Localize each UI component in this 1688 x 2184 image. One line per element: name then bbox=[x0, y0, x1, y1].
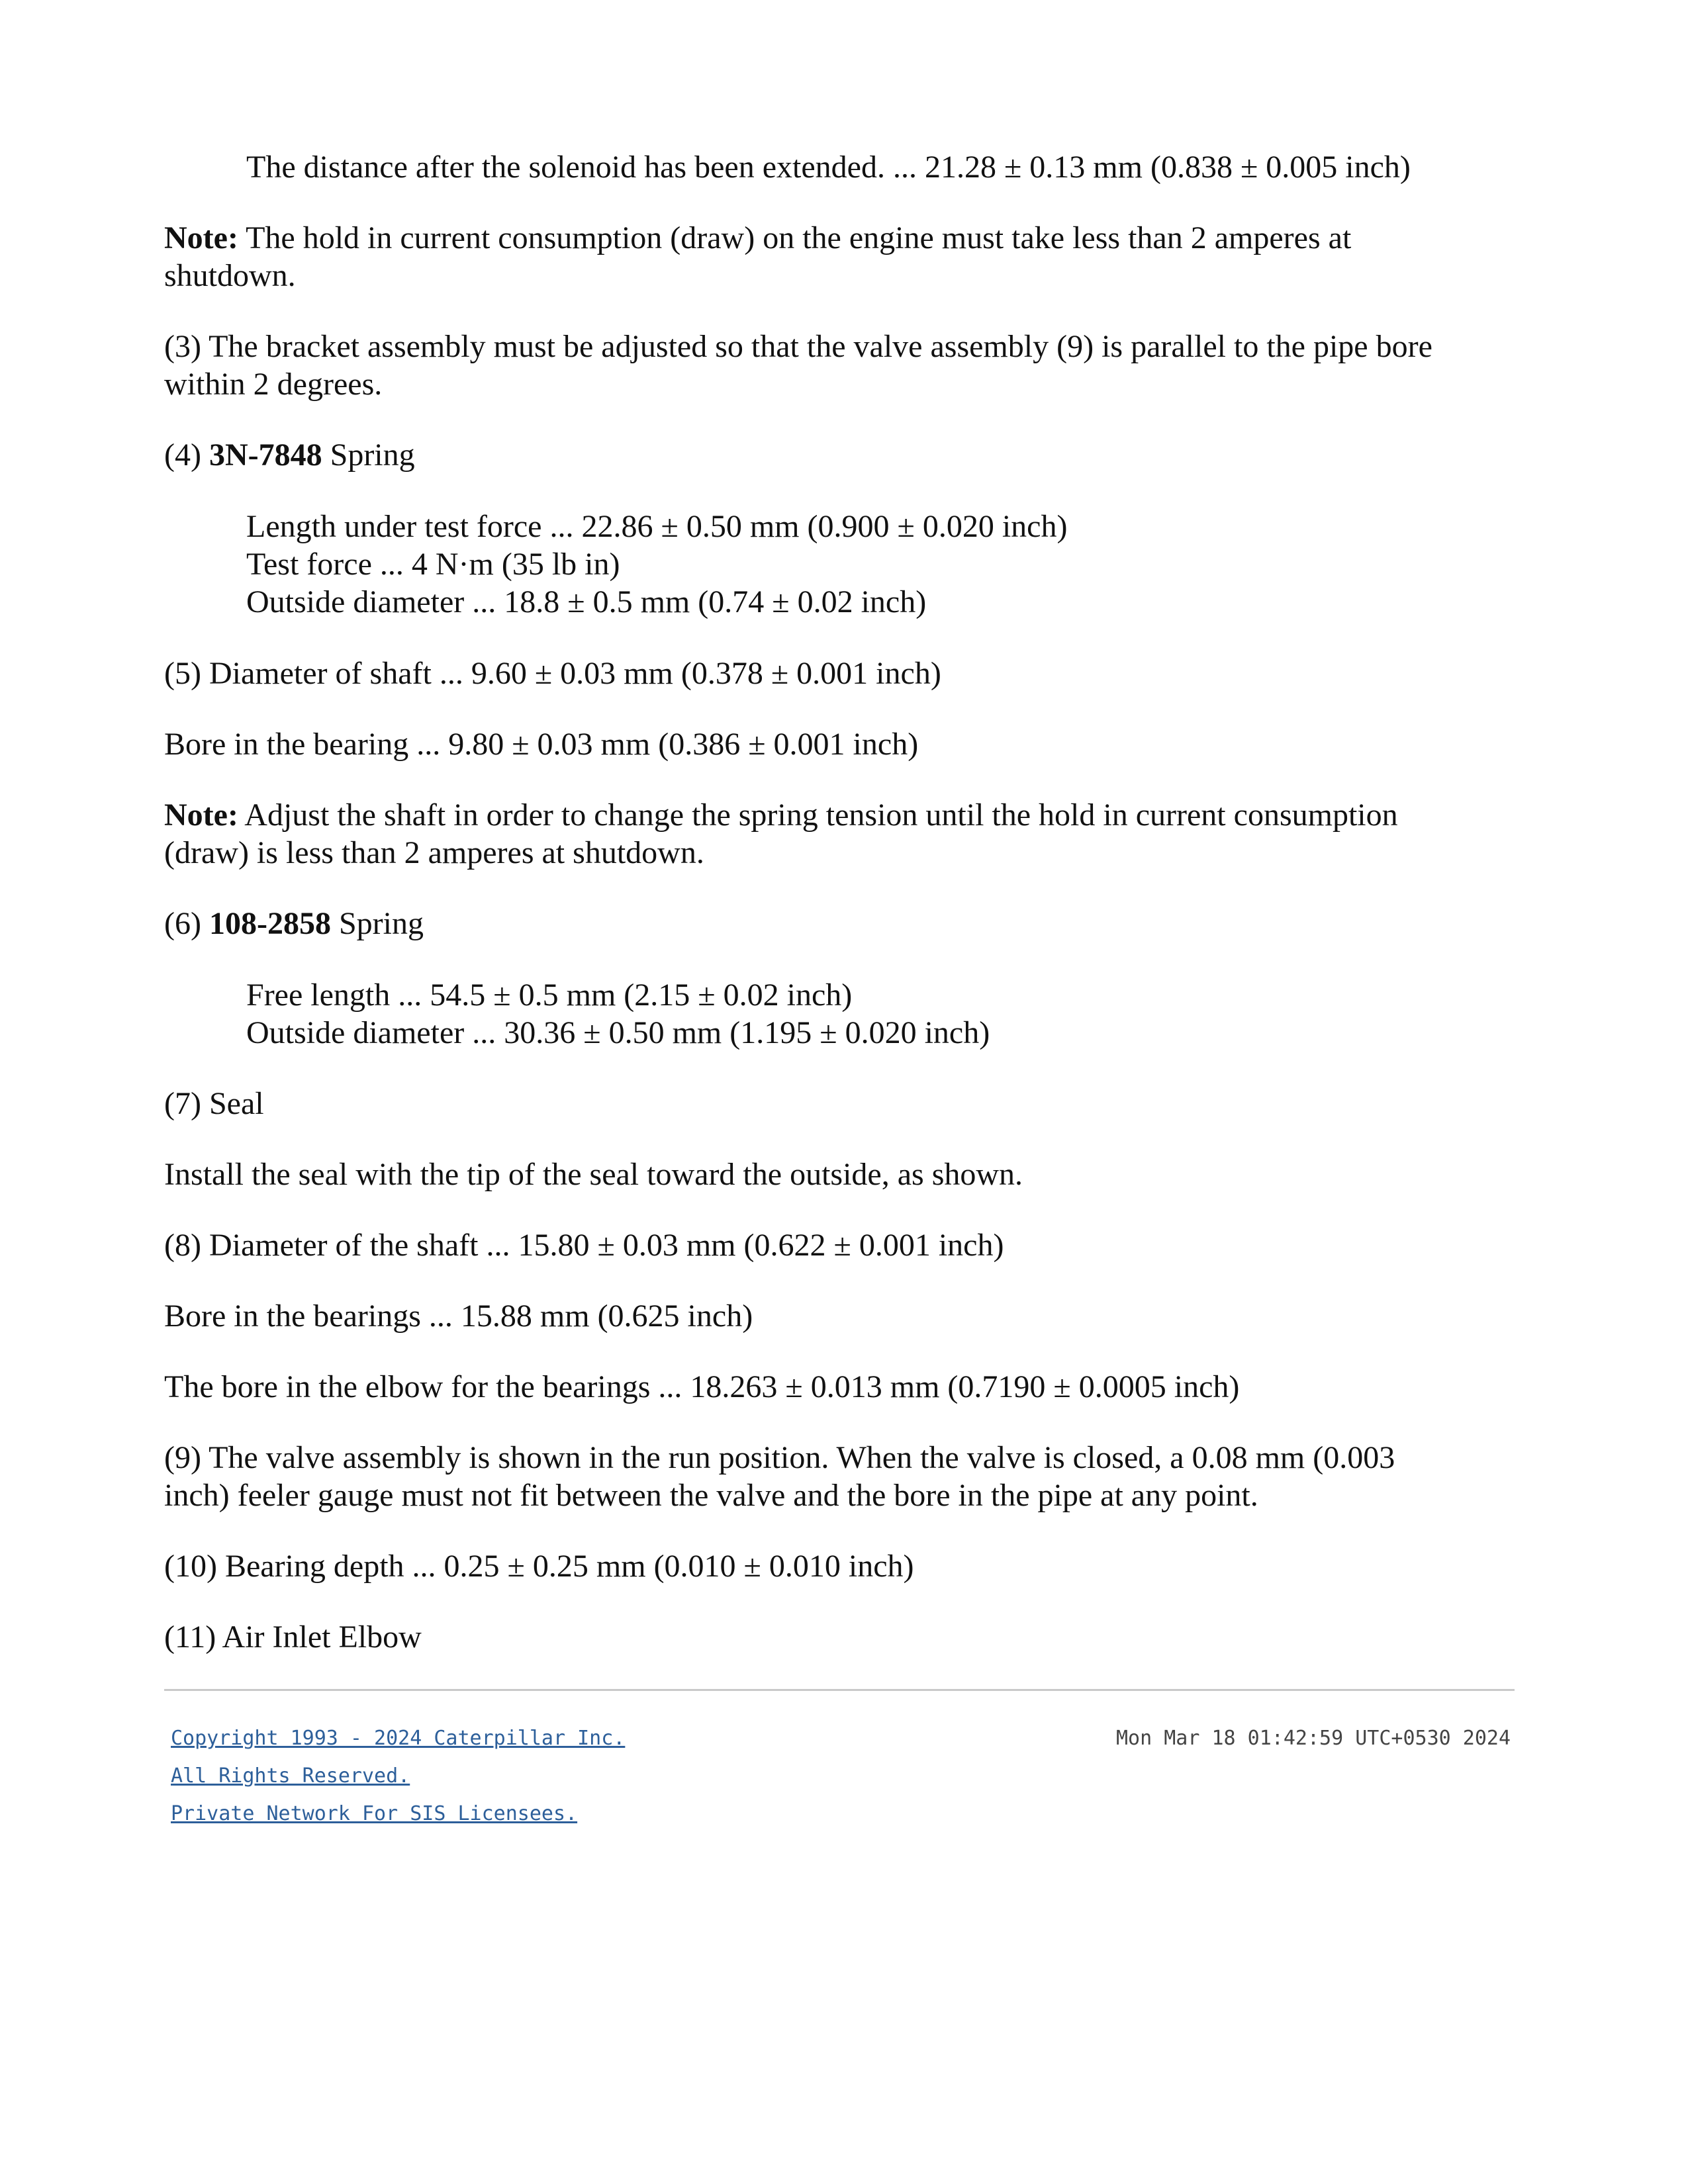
bearing-bore-spec: Bore in the bearing ... 9.80 ± 0.03 mm (0.386 ± 0.001 inch) bbox=[164, 727, 919, 762]
item-6-prefix: (6) bbox=[164, 906, 209, 941]
item-3-line-1: (3) The bracket assembly must be adjusted so that the valve assembly (9) is parallel to the pipe bore bbox=[164, 329, 1432, 364]
item-9-line-2: inch) feeler gauge must not fit between the valve and the bore in the pipe at any point. bbox=[164, 1478, 1258, 1513]
item-4-suffix: Spring bbox=[322, 437, 415, 473]
note-label: Note: bbox=[164, 220, 238, 255]
item-4-heading bbox=[164, 436, 415, 475]
note-1-line-2: shutdown. bbox=[164, 258, 296, 293]
item-7-seal: (7) Seal bbox=[164, 1086, 264, 1121]
item-8-shaft-diameter: (8) Diameter of the shaft ... 15.80 ± 0.03 mm (0.622 ± 0.001 inch) bbox=[164, 1228, 1004, 1263]
note-1-line-1 bbox=[164, 219, 1351, 257]
spring-outside-diameter-spec: Outside diameter ... 18.8 ± 0.5 mm (0.74 ± 0.02 inch) bbox=[246, 584, 927, 619]
bearings-bore-spec: Bore in the bearings ... 15.88 mm (0.625 inch) bbox=[164, 1298, 753, 1334]
part-number-3n-7848: 3N-7848 bbox=[209, 437, 322, 473]
solenoid-distance-spec: The distance after the solenoid has been extended. ... 21.28 ± 0.13 mm (0.838 ± 0.005 inch) bbox=[246, 150, 1411, 185]
note-text: The hold in current consumption (draw) on the engine must take less than 2 amperes at bbox=[238, 220, 1352, 255]
item-9-line-1: (9) The valve assembly is shown in the run position. When the valve is closed, a 0.08 mm (0.003 bbox=[164, 1440, 1395, 1475]
note-label: Note: bbox=[164, 797, 238, 833]
spring-outside-diameter-spec: Outside diameter ... 30.36 ± 0.50 mm (1.195 ± 0.020 inch) bbox=[246, 1015, 990, 1050]
item-6-suffix: Spring bbox=[330, 906, 424, 941]
note-text: Adjust the shaft in order to change the spring tension until the hold in current consumption bbox=[238, 797, 1398, 833]
note-2-line-2: (draw) is less than 2 amperes at shutdown. bbox=[164, 835, 704, 870]
spring-length-spec: Length under test force ... 22.86 ± 0.50 mm (0.900 ± 0.020 inch) bbox=[246, 509, 1068, 544]
item-11-air-inlet-elbow: (11) Air Inlet Elbow bbox=[164, 1619, 422, 1655]
timestamp: Mon Mar 18 01:42:59 UTC+0530 2024 bbox=[1115, 1727, 1511, 1750]
note-2-line-1 bbox=[164, 796, 1398, 835]
item-10-bearing-depth: (10) Bearing depth ... 0.25 ± 0.25 mm (0.010 ± 0.010 inch) bbox=[164, 1549, 914, 1584]
elbow-bore-spec: The bore in the elbow for the bearings ... 18.263 ± 0.013 mm (0.7190 ± 0.0005 inch) bbox=[164, 1369, 1240, 1404]
spring-free-length-spec: Free length ... 54.5 ± 0.5 mm (2.15 ± 0.02 inch) bbox=[246, 978, 853, 1013]
copyright-link[interactable]: Copyright 1993 - 2024 Caterpillar Inc. bbox=[171, 1727, 626, 1750]
item-3-line-2: within 2 degrees. bbox=[164, 367, 383, 402]
item-6-heading bbox=[164, 905, 424, 943]
footer-divider bbox=[164, 1689, 1515, 1691]
item-5-shaft-diameter: (5) Diameter of shaft ... 9.60 ± 0.03 mm (0.378 ± 0.001 inch) bbox=[164, 656, 941, 691]
private-network-link[interactable]: Private Network For SIS Licensees. bbox=[171, 1802, 578, 1825]
part-number-108-2858: 108-2858 bbox=[209, 906, 331, 941]
seal-install-instruction: Install the seal with the tip of the seal toward the outside, as shown. bbox=[164, 1157, 1023, 1192]
item-4-prefix: (4) bbox=[164, 437, 209, 473]
spring-test-force-spec: Test force ... 4 N·m (35 lb in) bbox=[246, 547, 620, 582]
all-rights-reserved-link[interactable]: All Rights Reserved. bbox=[171, 1764, 410, 1788]
